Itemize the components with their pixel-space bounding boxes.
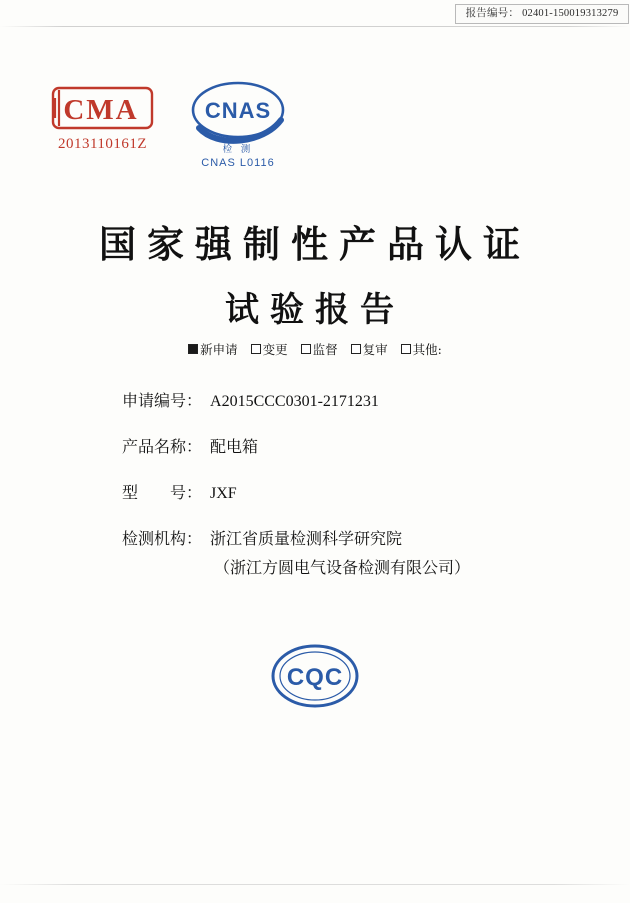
checkbox-label-other: 其他: [412, 342, 442, 357]
cnas-logo-icon [183, 78, 293, 150]
cqc-logo-icon [267, 640, 363, 712]
document-title-line1: 国家强制性产品认证 [99, 222, 531, 266]
field-value-product-name: 配电箱 [210, 437, 259, 456]
field-value-testing-org-sub: （浙江方圆电气设备检测有限公司） [214, 558, 471, 577]
field-value-application-no: A2015CCC0301-2171231 [210, 393, 379, 410]
cma-mark-group [40, 86, 165, 153]
field-row-product-name [122, 434, 582, 457]
cma-logo-icon [51, 86, 154, 130]
checkbox-item-review[interactable] [351, 340, 388, 358]
checkbox-label-review: 复审 [362, 342, 388, 357]
checkbox-item-change[interactable] [251, 340, 288, 358]
field-label-model: 型 号： [122, 483, 203, 502]
cnas-subtitle: 检 测 [222, 144, 254, 155]
page-bottom-rule [0, 884, 630, 885]
checkbox-item-new[interactable] [188, 340, 238, 358]
field-row-model [122, 480, 582, 503]
cma-certificate-code: 2013110161Z [57, 136, 148, 152]
cnas-mark-group [178, 78, 298, 169]
checkbox-box-new[interactable] [188, 344, 198, 354]
field-group-testing-org [122, 526, 582, 578]
field-row-testing-org [122, 526, 582, 549]
field-value-testing-org: 浙江省质量检测科学研究院 [210, 529, 403, 548]
svg-text:CQC: CQC [286, 664, 344, 691]
page-top-rule [0, 26, 630, 27]
field-label-application-no: 申请编号： [122, 391, 203, 410]
field-list [122, 388, 582, 578]
checkbox-label-change: 变更 [262, 342, 288, 357]
checkbox-item-supervise[interactable] [301, 340, 338, 358]
cqc-mark-group [0, 640, 630, 712]
svg-text:CNAS: CNAS [204, 98, 272, 123]
cnas-number: CNAS L0116 [201, 157, 275, 169]
document-title-line2: 试验报告 [225, 290, 405, 330]
field-label-product-name: 产品名称： [122, 437, 203, 456]
checkbox-box-other[interactable] [401, 344, 411, 354]
report-number-box [455, 4, 629, 24]
checkbox-box-change[interactable] [251, 344, 261, 354]
checkbox-label-supervise: 监督 [312, 342, 338, 357]
checkbox-box-supervise[interactable] [301, 344, 311, 354]
checkbox-box-review[interactable] [351, 344, 361, 354]
application-type-checkbox-row [0, 340, 630, 358]
checkbox-label-new: 新申请 [200, 342, 238, 357]
report-number-label: 报告编号： [465, 8, 520, 19]
field-label-testing-org: 检测机构： [122, 529, 203, 548]
field-row-application-no [122, 388, 582, 411]
svg-text:CMA: CMA [63, 94, 139, 126]
report-number-value: 02401-150019313279 [522, 8, 619, 19]
field-value-model: JXF [210, 485, 237, 502]
checkbox-item-other[interactable] [401, 340, 442, 358]
